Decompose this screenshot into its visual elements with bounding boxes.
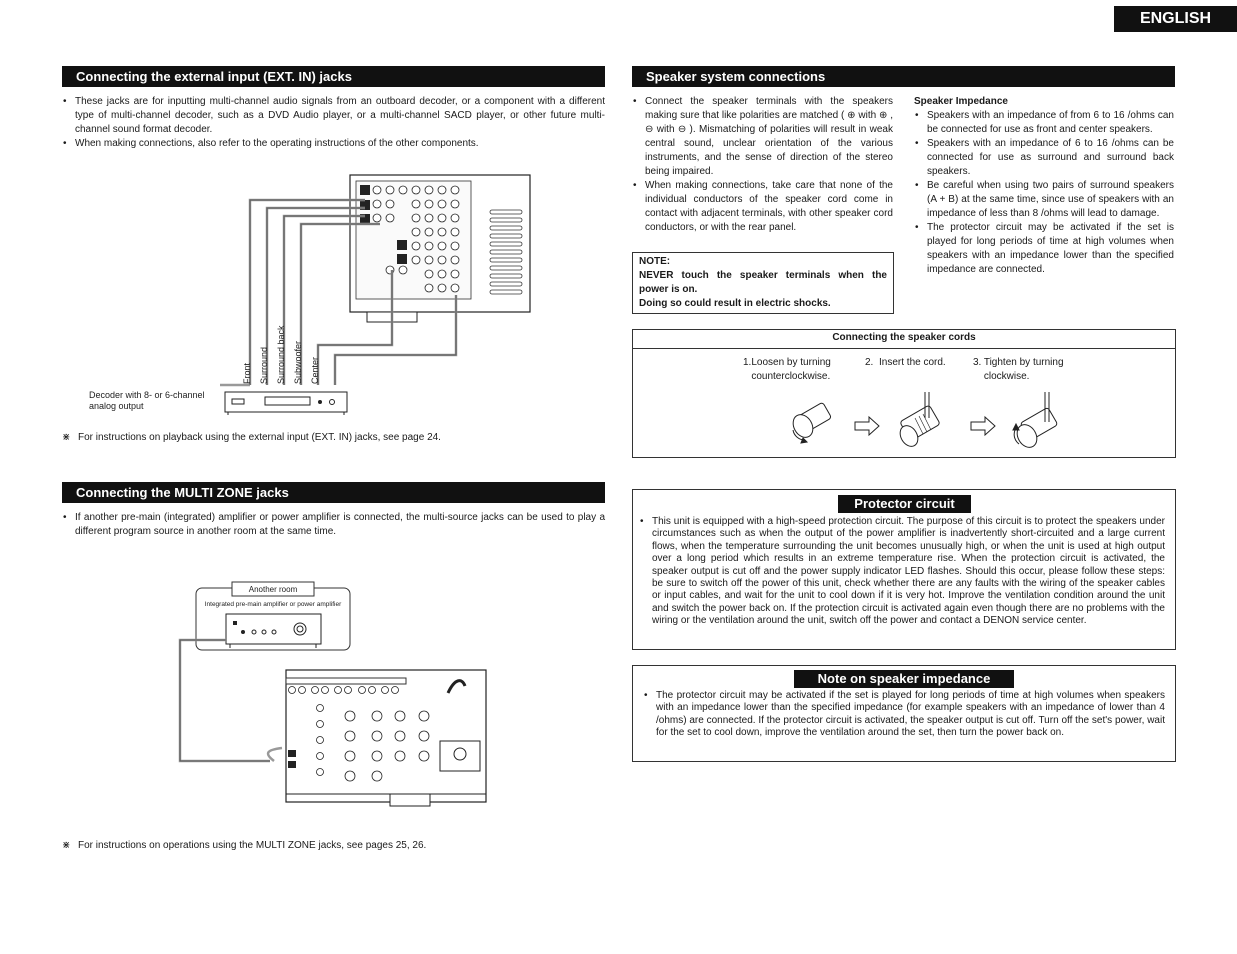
step-1 — [743, 356, 847, 384]
note-line: NEVER touch the speaker terminals when the power is on. — [639, 270, 887, 295]
footnote-mark: ⋇ — [62, 840, 71, 851]
step-2 — [865, 356, 965, 370]
list-item: • Speakers with an impedance of from 6 to 16 /ohms can be connected for use as front and center speakers. — [914, 109, 1174, 137]
section-title-multi-zone: Connecting the MULTI ZONE jacks — [62, 482, 605, 503]
impedance-note-text — [643, 690, 1165, 740]
language-tab: ENGLISH — [1114, 6, 1237, 32]
arrow-right-icon — [971, 417, 995, 435]
protector-circuit-title: Protector circuit — [838, 495, 971, 513]
section-title-ext-in: Connecting the external input (EXT. IN) jacks — [62, 66, 605, 87]
decoder-label-line2: analog output — [89, 401, 144, 411]
receiver-rear-panel — [350, 175, 530, 322]
impedance-note-box — [632, 665, 1176, 762]
footnote-text: For instructions on operations using the MULTI ZONE jacks, see pages 25, 26. — [78, 840, 427, 851]
ext-in-footnote — [62, 431, 605, 445]
warning-note-box — [632, 252, 894, 314]
step-number: 3. — [973, 357, 982, 368]
terminal-steps-illustration — [783, 392, 1073, 454]
label-center: Center — [310, 356, 320, 384]
arrow-right-icon — [855, 417, 879, 435]
step-text: Insert the cord. — [879, 357, 946, 368]
note-line: Doing so could result in electric shocks. — [639, 298, 831, 309]
step-text: Loosen by turning counterclockwise. — [751, 357, 831, 382]
speaker-bullets — [632, 95, 893, 235]
list-item: • Be careful when using two pairs of surround speakers (A + B) at the same time, since use of speakers with an impedance of less than 8 /ohms will lead to damage. — [914, 179, 1174, 221]
list-item: • When making connections, take care that none of the individual conductors of the speaker cord come in contact with adjacent terminals, with other speaker cord conductors, or with the rear panel. — [632, 179, 893, 235]
label-front: Front — [242, 362, 252, 384]
terminal-loosen-icon — [789, 402, 831, 443]
ext-in-bullets — [62, 95, 605, 151]
step-number: 2. — [865, 357, 874, 368]
step-number: 1. — [743, 357, 752, 368]
impedance-heading: Speaker Impedance — [914, 96, 1008, 107]
terminal-insert-icon — [897, 392, 941, 450]
step-text: Tighten by turning clockwise. — [983, 357, 1064, 382]
terminal-tighten-icon — [1013, 392, 1058, 451]
list-item: • The protector circuit may be activated if the set is played for long periods of time at high volumes when speakers with an impedance lower than the specified impedance are connected. — [914, 221, 1174, 277]
speaker-cords-heading: Connecting the speaker cords — [633, 330, 1175, 349]
list-item: • The protector circuit may be activated if the set is played for long periods of time at high volumes when speakers with an impedance lower than the specified impedance (for example speakers with an impedance of lower than 4 /ohms) are connected. If the protector circuit is activated, the speaker output is cut off. Turn off the set's power, wait for the set to cool down, improve the ventilation around the set, then turn the power back on. — [643, 690, 1165, 740]
multi-zone-diagram — [170, 578, 500, 810]
section-title-speaker: Speaker system connections — [632, 66, 1175, 87]
label-subwoofer: Subwoofer — [293, 340, 303, 384]
integrated-amplifier — [226, 614, 321, 648]
footnote-text: For instructions on playback using the external input (EXT. IN) jacks, see page 24. — [78, 432, 441, 443]
protector-circuit-box — [632, 489, 1176, 650]
decoder-label-line1: Decoder with 8- or 6-channel — [89, 390, 205, 400]
step-3 — [973, 356, 1083, 384]
list-item: • Connect the speaker terminals with the speakers making sure that like polarities are matched ( ⊕ with ⊕ , ⊖ with ⊖ ). Mismatching of polarities will result in weak central sound, unclear orientation of the various instruments, and the sense of direction of the stereo being impaired. — [632, 95, 893, 179]
another-room-label: Another room — [248, 585, 298, 594]
list-item: • This unit is equipped with a high-speed protection circuit. The purpose of this circuit is to protect the speakers under circumstances such as when the output of the power amplifier is inadvertently short-circuited and a large current flows, when the temperature surrounding the unit becomes unusually high, or when the unit is used at high output over a long period which results in an extreme temperature rise. When the protection circuit is activated, the speaker output is cut off and the power supply indicator LED flashes. Should this occur, please follow these steps: be sure to switch off the power of this unit, check whether there are any faults with the wiring of the speaker cables or input cables, and wait for the unit to cool down if it is very hot. Improve the ventilation condition around the unit and switch the power back on. If the protection circuit is activated again even though there are no problems with the wiring or the ventilation around the unit, switch off the power and contact a DENON service center. — [639, 516, 1165, 628]
list-item: • Speakers with an impedance of 6 to 16 /ohms can be connected for use as surround and surround back speakers. — [914, 137, 1174, 179]
footnote-mark: ⋇ — [62, 432, 71, 443]
ext-in-diagram — [80, 170, 540, 420]
multi-zone-footnote — [62, 839, 605, 853]
list-item: • These jacks are for inputting multi-channel audio signals from an outboard decoder, or a component with a different type of multi-channel decoder, such as a DVD Audio player, or a multi-channel SACD player, or other future multi-channel sound format decoder. — [62, 95, 605, 137]
list-item: • When making connections, also refer to the operating instructions of the other components. — [62, 137, 605, 151]
note-heading: NOTE: — [639, 256, 671, 267]
list-item: • If another pre-main (integrated) amplifier or power amplifier is connected, the multi-source jacks can be used to play a different program source in another room at the same time. — [62, 511, 605, 539]
decoder-unit — [225, 392, 347, 415]
speaker-cords-box — [632, 329, 1176, 458]
receiver-rear-panel — [286, 670, 486, 806]
multi-zone-bullets — [62, 511, 605, 539]
protector-circuit-text — [639, 516, 1165, 628]
impedance-note-title: Note on speaker impedance — [794, 670, 1014, 688]
label-surround-back: Surround back — [276, 325, 286, 384]
label-surround: Surround — [259, 346, 269, 384]
amp-label: Integrated pre-main amplifier or power amplifier — [204, 601, 342, 608]
impedance-bullets — [914, 109, 1174, 277]
